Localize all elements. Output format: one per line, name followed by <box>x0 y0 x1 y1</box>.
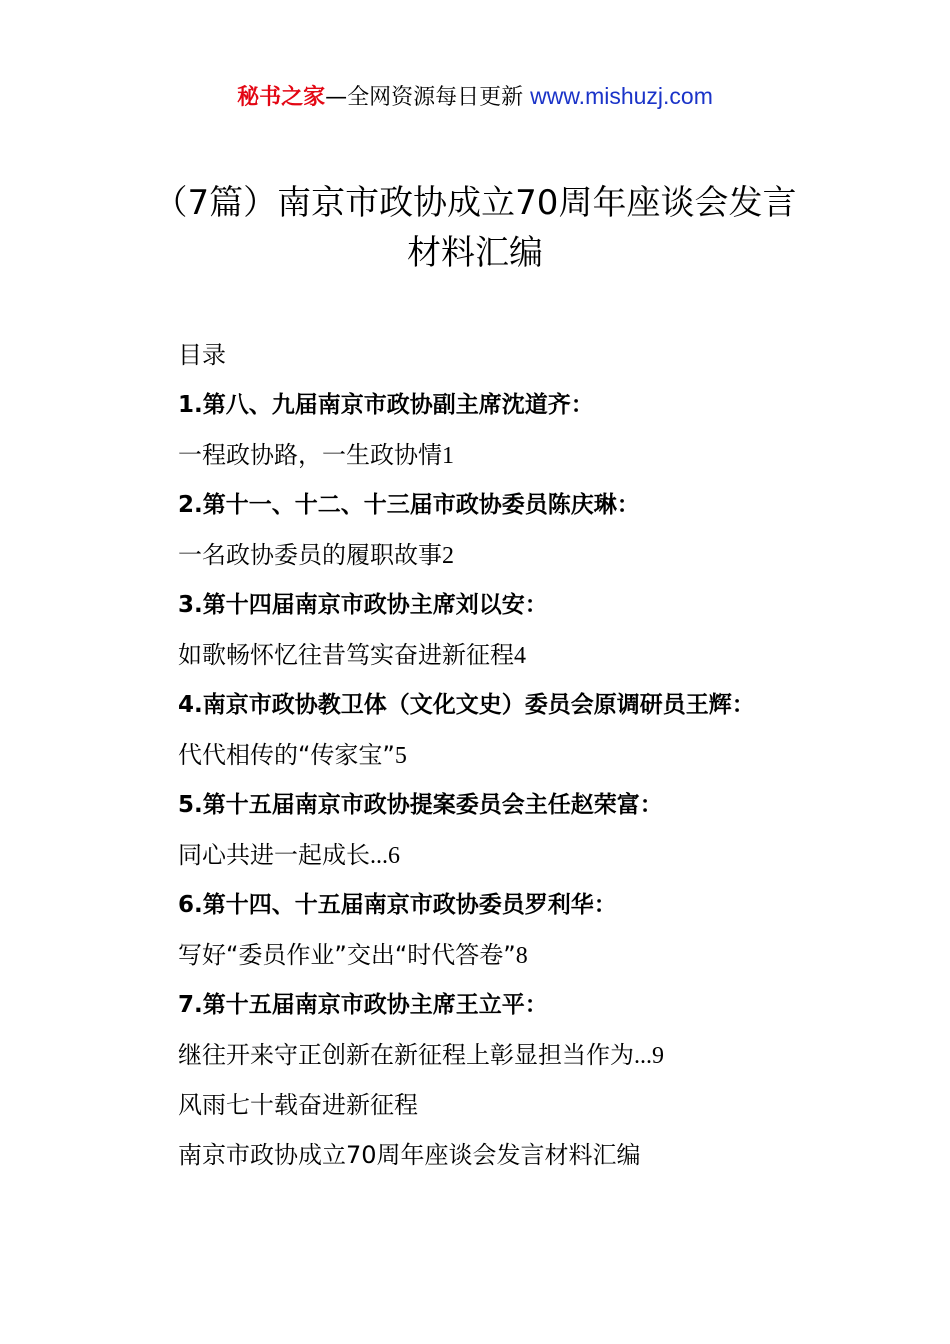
toc-section-heading <box>178 680 878 730</box>
toc-section-heading <box>178 380 878 430</box>
toc-entry <box>178 530 878 580</box>
toc-entry-text: 继往开来守正创新在新征程上彰显担当作为 <box>178 1041 634 1069</box>
toc-page-number: 4 <box>514 643 526 669</box>
toc-section-heading <box>178 880 878 930</box>
toc-entry-text: 代代相传的“传家宝” <box>178 741 395 769</box>
toc-entry-text: 5.第十五届南京市政协提案委员会主任赵荣富： <box>178 792 663 818</box>
toc-entry <box>178 1080 878 1130</box>
header-tagline: —全网资源每日更新 <box>325 85 531 110</box>
toc-page-number: ...6 <box>370 843 400 869</box>
toc-entries <box>178 380 878 1180</box>
toc-entry-text: 4.南京市政协教卫体（文化文史）委员会原调研员王辉： <box>178 692 755 718</box>
toc-entry <box>178 430 878 480</box>
toc-page-number: 1 <box>442 443 454 469</box>
toc-entry-text: 7.第十五届南京市政协主席王立平： <box>178 992 548 1018</box>
toc-heading: 目录 <box>178 341 226 369</box>
toc-entry-text: 同心共进一起成长 <box>178 841 370 869</box>
toc-entry-text: 如歌畅怀忆往昔笃实奋进新征程 <box>178 641 514 669</box>
toc-entry <box>178 830 878 880</box>
brand-name: 秘书之家 <box>237 85 326 110</box>
toc-section-heading <box>178 980 878 1030</box>
toc-entry-text: 2.第十一、十二、十三届市政协委员陈庆琳： <box>178 492 640 518</box>
toc-entry <box>178 1130 878 1180</box>
toc-page-number: 5 <box>394 743 407 769</box>
toc-entry <box>178 1030 878 1080</box>
site-header <box>0 78 950 116</box>
table-of-contents <box>178 330 878 1180</box>
toc-section-heading <box>178 780 878 830</box>
document-title-line-1: （7篇）南京市政协成立70周年座谈会发言 <box>153 183 797 223</box>
toc-entry <box>178 730 878 780</box>
toc-entry-text: 1.第八、九届南京市政协副主席沈道齐： <box>178 392 594 418</box>
toc-entry-text: 写好“委员作业”交出“时代答卷” <box>178 941 516 969</box>
site-url-link[interactable]: www.mishuzj.com <box>530 83 713 109</box>
toc-page-number: ...9 <box>634 1043 664 1069</box>
toc-page-number: 8 <box>515 943 528 969</box>
toc-entry-text: 风雨七十载奋进新征程 <box>178 1091 418 1119</box>
toc-page-number: 2 <box>442 543 454 569</box>
toc-section-heading <box>178 480 878 530</box>
toc-section-heading <box>178 580 878 630</box>
document-title-line-2: 材料汇编 <box>407 233 543 273</box>
toc-entry <box>178 930 878 980</box>
toc-entry-text: 3.第十四届南京市政协主席刘以安： <box>178 592 548 618</box>
toc-entry-text: 一程政协路，一生政协情 <box>178 441 442 469</box>
toc-entry-text: 6.第十四、十五届南京市政协委员罗利华： <box>178 892 617 918</box>
toc-entry <box>178 630 878 680</box>
document-title <box>100 178 850 278</box>
toc-entry-text: 一名政协委员的履职故事 <box>178 541 442 569</box>
toc-entry-text: 南京市政协成立70周年座谈会发言材料汇编 <box>178 1141 641 1169</box>
